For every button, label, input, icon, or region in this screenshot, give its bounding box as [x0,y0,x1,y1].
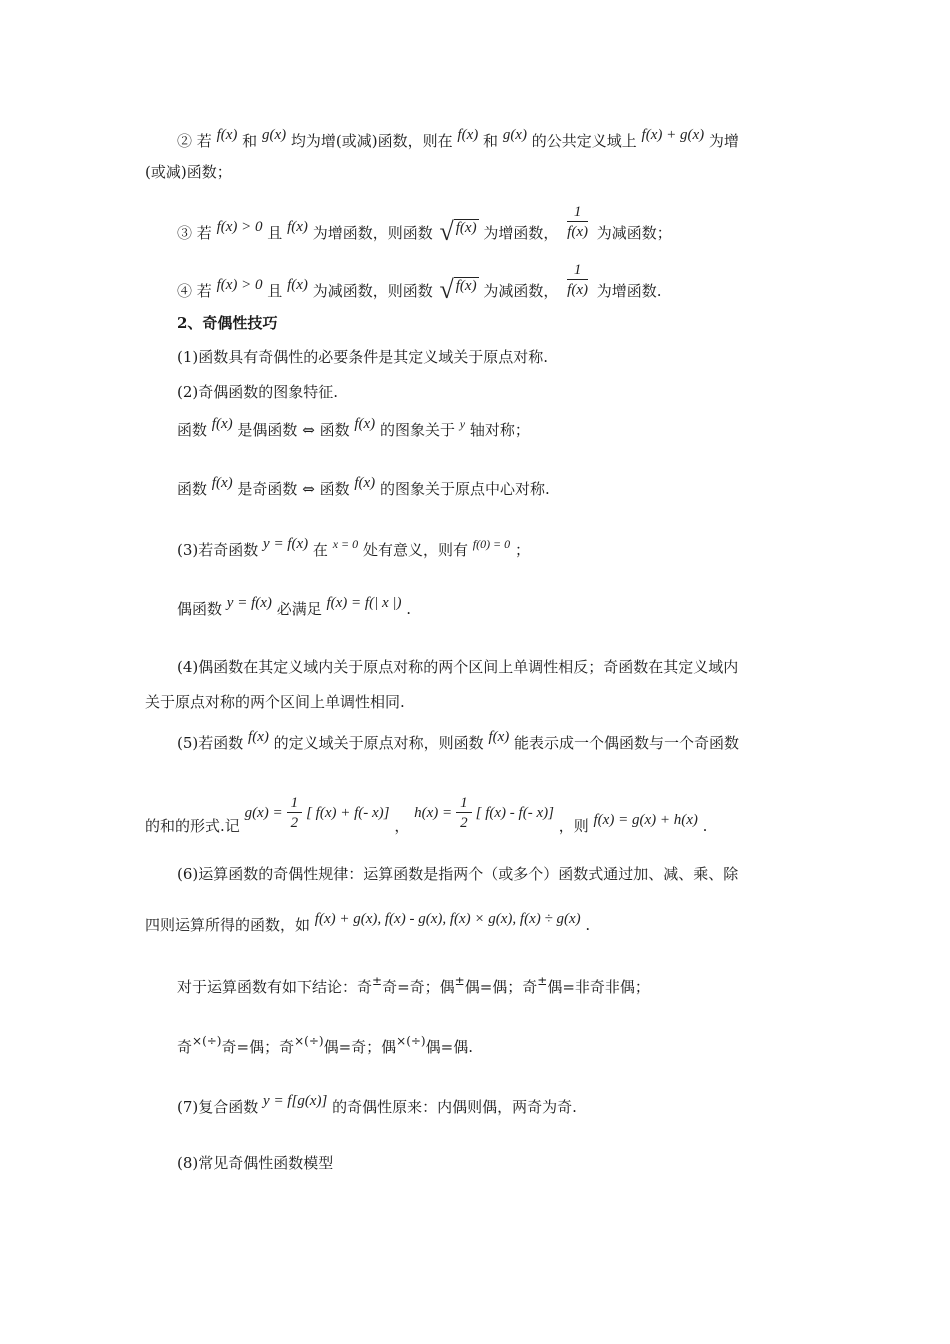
plus-minus: ± [537,974,548,988]
text: 且 [267,282,283,300]
text: 为减函数； [596,224,672,242]
text: 为增函数， [483,224,559,242]
equivalence-arrow: ⇔ [302,421,315,439]
math-y-eq-f: y = f(x) [226,595,272,611]
math-f-abs: f(x) = f(| x |) [326,595,402,611]
times-divide: ×(÷) [396,1034,426,1048]
math-composite: y = f[g(x)] [263,1093,328,1109]
math-sqrt-f: √ f(x) [439,217,477,246]
paragraph-odd: 函数 f(x) 是奇函数 ⇔ 函数 f(x) 的图象关于原点中心对称. [177,475,550,498]
math-f: f(x) [457,127,479,143]
math-g-def: g(x) = $\frac{1}{2}$ [ f(x) + f(- x)] [244,794,390,831]
math-reciprocal-f: $\frac{1}{f(x)}$ [567,203,588,240]
paragraph-4-cont: 关于原点对称的两个区间上单调性相同. [145,693,405,711]
text: ④ 若 [177,282,212,300]
times-divide: ×(÷) [294,1034,324,1048]
section-heading: 2、奇偶性技巧 [177,314,278,332]
text: ② 若 [177,132,212,150]
math-f: f(x) [287,277,308,293]
paragraph-even: 函数 f(x) 是偶函数 ⇔ 函数 f(x) 的图象关于 $^y$ 轴对称； [177,416,530,439]
text: 且 [267,224,283,242]
text: 为减函数， [483,282,559,300]
paragraph-3: (3)若奇函数 y = f(x) 在 $^{x = 0}$ 处有意义，则有 $^{f(0) = 0}$ ； [177,536,530,559]
math-f: f(x) [354,416,376,432]
paragraph-rule-4 [177,261,662,312]
paragraph-conclusion-2: 奇×(÷)奇=偶；奇×(÷)偶=奇；偶×(÷)偶=偶. [177,1034,473,1056]
math-f-positive: f(x) > 0 [216,219,263,235]
math-g: g(x) [502,127,527,143]
math-y-eq-f: y = f(x) [263,536,309,552]
math-y: y [459,417,466,431]
paragraph-conclusion: 对于运算函数有如下结论：奇±奇=奇；偶±偶=偶；奇±偶=非奇非偶； [177,974,650,996]
paragraph-even-fn: 偶函数 y = f(x) 必满足 f(x) = f(| x |) . [177,595,412,618]
paragraph-rule-2 [177,127,739,152]
text: 为增 [708,132,739,150]
math-f: f(x) [211,416,233,432]
math-f-decomp: f(x) = g(x) + h(x) [593,812,698,828]
math-g: g(x) [261,127,287,143]
paragraph: (2)奇偶函数的图象特征. [177,383,339,401]
paragraph-5: (5)若函数 f(x) 的定义域关于原点对称，则函数 f(x) 能表示成一个偶函数与一个奇函数 [177,729,740,752]
math-operations: f(x) + g(x), f(x) - g(x), f(x) × g(x), f(x) ÷ g(x) [314,911,581,927]
paragraph-8: (8)常见奇偶性函数模型 [177,1154,334,1172]
text: ③ 若 [177,224,212,242]
plus-minus: ± [454,974,465,988]
paragraph-5-cont: 的和的形式.记 g(x) = $\frac{1}{2}$ [ f(x) + f(- x)] ， h(x) = $\frac{1}{2}$ [ f(x) - f(- x)] ，则 f(x) = g(x) + h(x) . [145,794,708,835]
math-sqrt-f: √ f(x) [439,275,477,304]
paragraph-continuation: (或减)函数； [145,163,232,181]
text: 为增函数，则函数 [312,224,433,242]
equivalence-arrow: ⇔ [302,480,315,498]
math-sum: f(x) + g(x) [641,127,705,143]
times-divide: ×(÷) [192,1034,222,1048]
text: 为减函数，则函数 [312,282,433,300]
paragraph: (1)函数具有奇偶性的必要条件是其定义域关于原点对称. [177,348,549,366]
math-f: f(x) [287,219,308,235]
math-f: f(x) [488,729,510,745]
text: 为增函数. [596,282,662,300]
math-reciprocal-f: $\frac{1}{f(x)}$ [567,261,588,298]
math-f: f(x) [354,475,376,491]
math-x-eq-0: x = 0 [332,537,359,551]
math-h-def: h(x) = $\frac{1}{2}$ [ f(x) - f(- x)] [414,794,554,831]
plus-minus: ± [372,974,383,988]
text: 的公共定义域上 [531,132,637,150]
math-f: f(x) [216,127,238,143]
math-f0-eq-0: f(0) = 0 [472,537,511,551]
math-f-positive: f(x) > 0 [216,277,263,293]
paragraph-7: (7)复合函数 y = f[g(x)] 的奇偶性原来：内偶则偶，两奇为奇. [177,1093,577,1116]
paragraph-4: (4)偶函数在其定义域内关于原点对称的两个区间上单调性相反；奇函数在其定义域内 [177,658,739,676]
math-f: f(x) [211,475,233,491]
paragraph-6: (6)运算函数的奇偶性规律：运算函数是指两个（或多个）函数式通过加、减、乘、除 [177,865,739,883]
paragraph-6-cont: 四则运算所得的函数，如 f(x) + g(x), f(x) - g(x), f(x) × g(x), f(x) ÷ g(x) . [145,911,591,934]
text: 和 [483,132,499,150]
math-f: f(x) [248,729,269,745]
paragraph-rule-3 [177,203,672,254]
text: 均为增(或减)函数，则在 [290,132,453,150]
text: 和 [242,132,258,150]
